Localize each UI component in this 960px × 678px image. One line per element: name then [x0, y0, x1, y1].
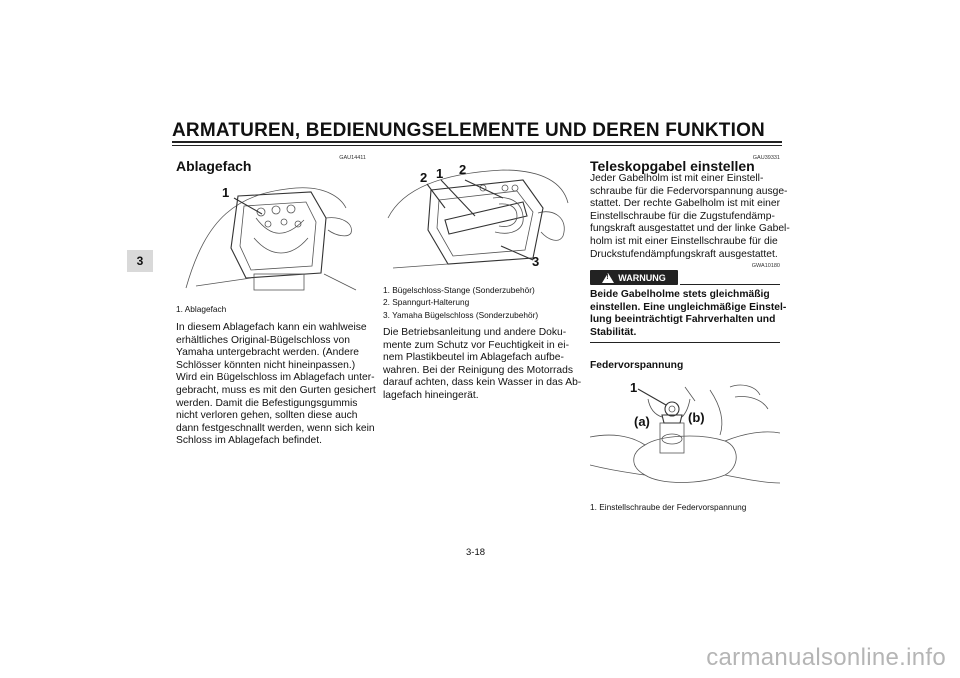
caption-list: 1. Bügelschloss-Stange (Sonderzubehör) 2. Spanngurt-Halterung 3. Yamaha Bügelschloss (Sonderzubehör)	[383, 285, 539, 320]
warning-label: WARNUNG	[618, 272, 666, 283]
header-rule	[172, 141, 782, 143]
section-code: GAU39331	[752, 155, 780, 161]
figure-lock-storage	[383, 158, 573, 280]
figure-storage-compartment	[176, 178, 366, 300]
subheading-federvorspannung: Federvorspannung	[590, 360, 684, 371]
section-heading-teleskopgabel: Teleskopgabel einstellen	[590, 158, 755, 174]
caption: 1. Ablagefach	[176, 304, 227, 314]
caption: 1. Einstellschraube der Federvorspannung	[590, 502, 747, 512]
page-number: 3-18	[466, 547, 486, 558]
figure-callout-1: 1	[222, 185, 230, 200]
warning-rule-bottom	[590, 342, 780, 343]
figure-callout-1: 1	[436, 166, 444, 181]
header-rule-thin	[172, 145, 782, 146]
paragraph-teleskopgabel: Jeder Gabelholm ist mit einer Einstell- schraube für die Federvorspannung ausge- stattet. Der rechte Gabelholm ist mit einer Einstellschraube für die Zugstufendämp- fungskraft ausgestattet und der linke Gabel- holm ist mit einer Einstellschraube für die Druckstufendämpfungskraft ausgestattet.	[590, 173, 790, 260]
warning-triangle-icon: !	[602, 273, 614, 283]
figure-callout-2-left: 2	[420, 170, 428, 185]
section-heading-ablagefach: Ablagefach	[176, 158, 252, 174]
figure-callout-3: 3	[532, 254, 540, 269]
page-header-title: ARMATUREN, BEDIENUNGSELEMENTE UND DEREN FUNKTION	[172, 120, 765, 141]
figure-callout-2-right: 2	[459, 162, 467, 177]
warning-badge	[590, 270, 678, 285]
chapter-tab[interactable]: 3	[127, 250, 153, 272]
warning-rule-top	[680, 284, 780, 285]
warning-text: Beide Gabelholme stets gleichmäßig einstellen. Eine ungleichmäßige Einstel- lung beeinträchtigt Fahrverhalten und Stabilität.	[590, 289, 787, 338]
figure-callout-a: (a)	[634, 414, 650, 429]
watermark: carmanualsonline.info	[706, 644, 946, 671]
section-code: GAU14411	[339, 155, 366, 161]
figure-callout-1: 1	[630, 380, 638, 395]
paragraph-ablagefach: In diesem Ablagefach kann ein wahlweise erhältliches Original-Bügelschloss von Yamaha untergebracht werden. (Andere Schlösser könnten nicht hineinpassen.) Wird ein Bügelschloss im Ablagefach unter- gebracht, muss es mit den Gurten gesichert werden. Damit die Befestigungsgummis nicht verloren gehen, sollten diese auch dann festgeschnallt werden, wenn sich kein Schloss im Ablagefach befindet.	[176, 322, 376, 447]
warning-code: GWA10180	[751, 263, 780, 269]
figure-callout-b: (b)	[688, 410, 705, 425]
paragraph-documents: Die Betriebsanleitung und andere Doku- mente zum Schutz vor Feuchtigkeit in ei- nem Plastikbeutel im Ablagefach aufbe- wahren. Bei der Reinigung des Motorrads darauf achten, dass kein Wasser in das Ab- lagefach hineingerät.	[383, 327, 582, 401]
figure-preload-adjuster	[590, 375, 780, 497]
